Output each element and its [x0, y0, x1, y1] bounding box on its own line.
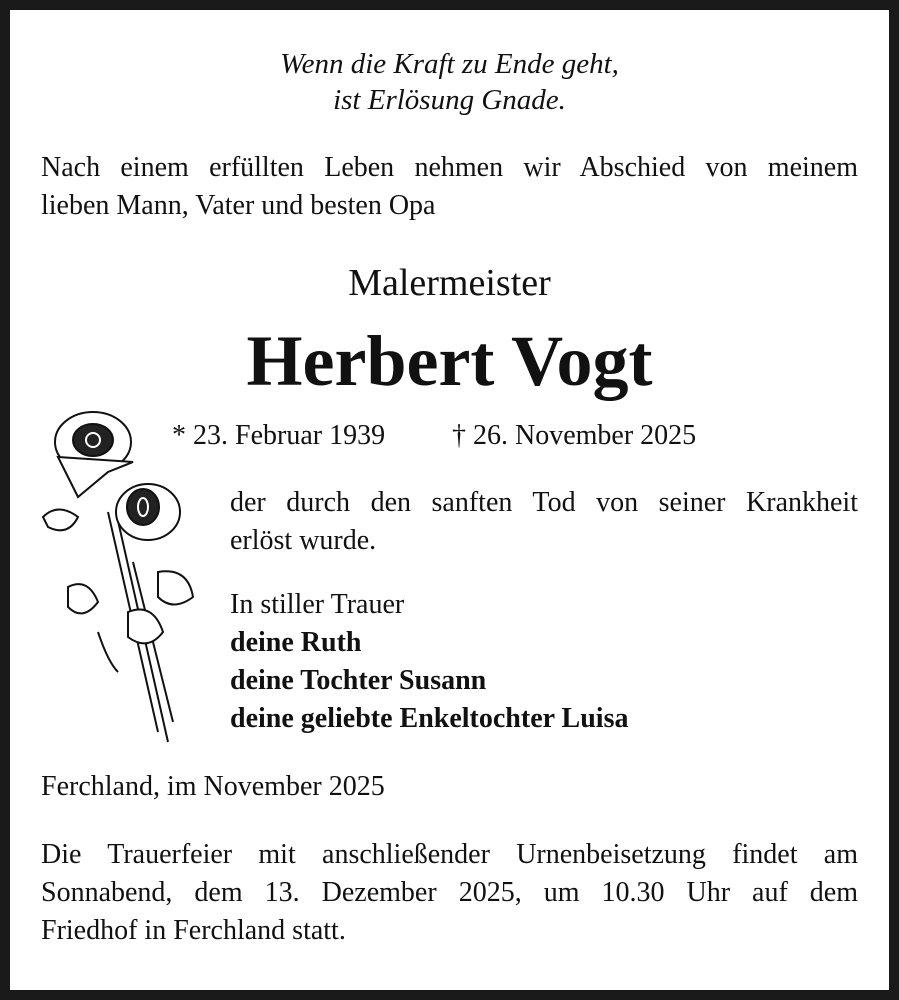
place-date: Ferchland, im November 2025 [41, 771, 385, 802]
intro-line: lieben Mann, Vater und besten Opa [41, 190, 436, 221]
death-date: † 26. November 2025 [452, 420, 697, 451]
birth-date: * 23. Februar 1939 [172, 420, 386, 451]
cause-text [230, 484, 858, 560]
intro-text [41, 149, 858, 225]
mourners-block [230, 586, 628, 738]
motto [0, 46, 899, 118]
mourner: deine geliebte Enkeltochter Luisa [230, 703, 629, 734]
funeral-text [41, 836, 858, 950]
cause-line: der durch den sanften Tod von seiner Krankheit [230, 487, 858, 518]
mourner: deine Tochter Susann [230, 665, 487, 696]
mourners-intro: In stiller Trauer [230, 589, 405, 620]
intro-line: Nach einem erfüllten Leben nehmen wir Abschied von meinem [41, 152, 858, 183]
deceased-name: Herbert Vogt [246, 321, 653, 401]
funeral-line: Die Trauerfeier mit anschließender Urnenbeisetzung findet am [41, 839, 858, 870]
motto-line: ist Erlösung Gnade. [333, 84, 566, 116]
funeral-line: Friedhof in Ferchland statt. [41, 915, 346, 946]
motto-line: Wenn die Kraft zu Ende geht, [280, 48, 619, 80]
profession: Malermeister [348, 262, 551, 304]
funeral-line: Sonnabend, dem 13. Dezember 2025, um 10.30 Uhr auf dem [41, 877, 858, 908]
cause-line: erlöst wurde. [230, 525, 377, 556]
mourner: deine Ruth [230, 627, 362, 658]
